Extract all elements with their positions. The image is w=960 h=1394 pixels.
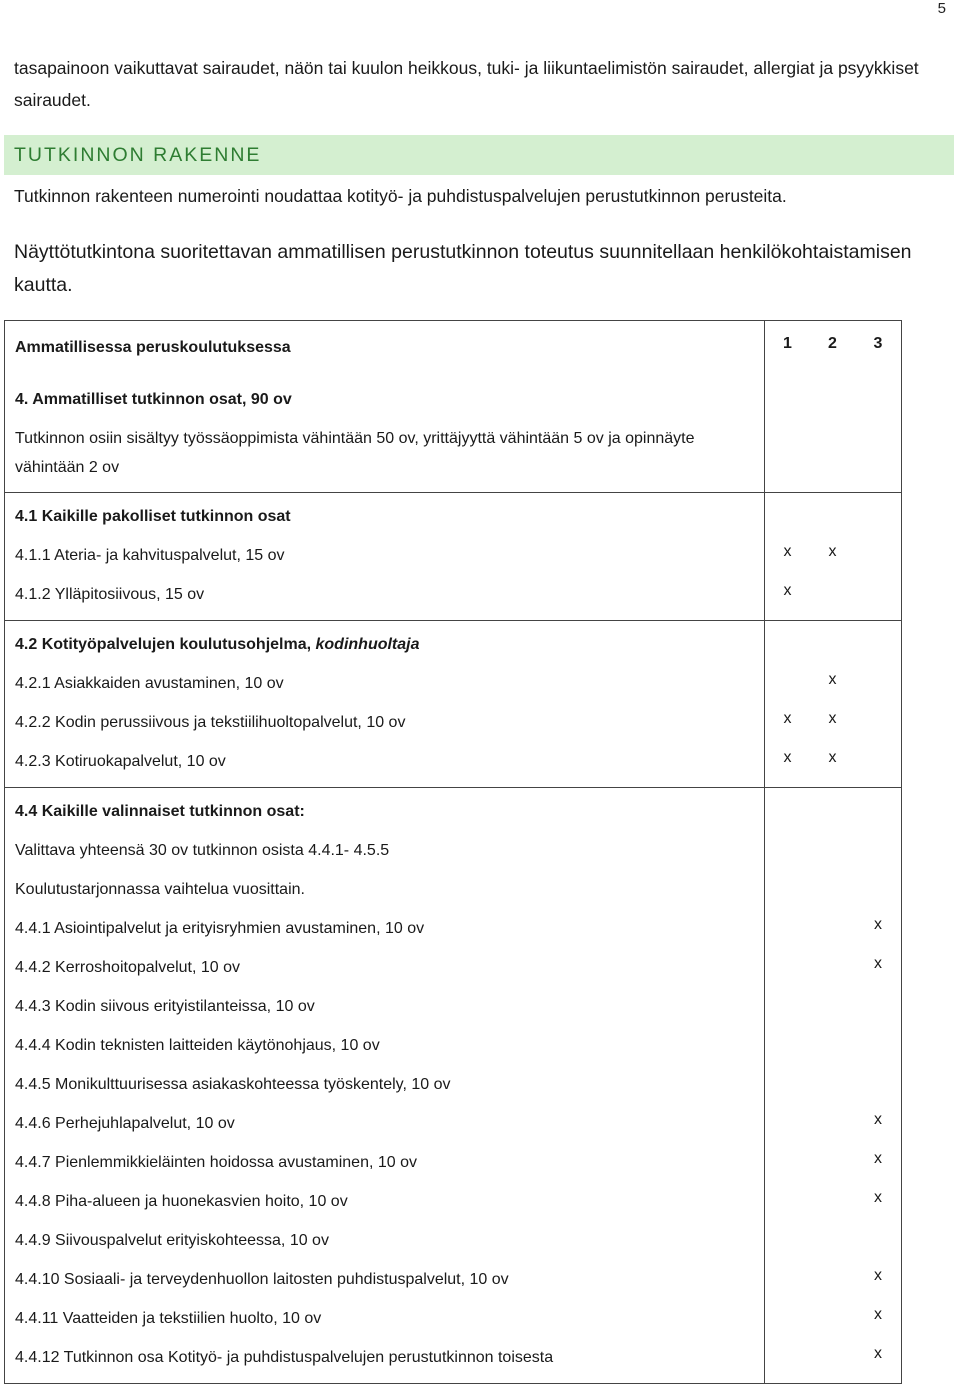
mark-col-1: [765, 1139, 810, 1178]
table-row-label: 4.4.4 Kodin teknisten laitteiden käytönohjaus, 10 ov: [15, 1037, 380, 1054]
mark-col-1: x: [783, 582, 792, 599]
mark-col-2: x: [828, 710, 837, 727]
table-row-label: 4.4.3 Kodin siivous erityistilanteissa, 10 ov: [15, 998, 315, 1015]
section-heading: TUTKINNON RAKENNE: [4, 135, 954, 175]
col-header-1: 1: [783, 335, 792, 352]
column-headers: [765, 321, 901, 366]
table-row-label: 4.4.9 Siivouspalvelut erityiskohteessa, 10 ov: [15, 1232, 329, 1249]
part4-note: Tutkinnon osiin sisältyy työssäoppimista vähintään 50 ov, yrittäjyyttä vähintään 5 ov ja opinnäyte vähintään 2 ov: [15, 430, 695, 476]
mark-col-3: [855, 1217, 901, 1256]
section-note: Koulutustarjonnassa vaihtelua vuosittain.: [15, 881, 305, 898]
table-header-row: [5, 321, 902, 377]
mark-col-1: [765, 1178, 810, 1217]
mark-col-3: x: [874, 1150, 882, 1167]
table-row-label: 4.2.2 Kodin perussiivous ja tekstiilihuoltopalvelut, 10 ov: [15, 714, 406, 731]
table-row-label: 4.4.1 Asiointipalvelut ja erityisryhmien avustaminen, 10 ov: [15, 920, 425, 937]
mark-col-3: [855, 532, 901, 571]
mark-col-3: x: [874, 1345, 882, 1362]
table-header-label: Ammatillisessa peruskoulutuksessa: [15, 339, 291, 356]
mark-col-3: x: [874, 955, 882, 972]
table-row-label: 4.4.12 Tutkinnon osa Kotityö- ja puhdistuspalvelujen perustutkinnon toisesta: [15, 1349, 554, 1366]
mark-col-1: [765, 1022, 810, 1061]
mark-col-3: [855, 699, 901, 738]
mark-col-2: [810, 571, 855, 610]
mark-col-2: [810, 983, 855, 1022]
mark-col-3: [855, 738, 901, 777]
table-row-label: 4.4.6 Perhejuhlapalvelut, 10 ov: [15, 1115, 235, 1132]
table-row-label: 4.4.2 Kerroshoitopalvelut, 10 ov: [15, 959, 241, 976]
mark-col-3: [855, 660, 901, 699]
mark-col-1: x: [783, 710, 792, 727]
mark-col-1: x: [783, 749, 792, 766]
col-header-3: 3: [873, 335, 883, 352]
mark-col-2: [810, 1022, 855, 1061]
mark-col-2: [810, 1139, 855, 1178]
mark-col-3: x: [874, 1306, 882, 1323]
col-header-2: 2: [828, 335, 837, 352]
mark-col-3: x: [874, 1267, 882, 1284]
mark-col-2: [810, 1334, 855, 1373]
mark-col-1: [765, 1334, 810, 1373]
part4-title: 4. Ammatilliset tutkinnon osat, 90 ov: [15, 391, 292, 408]
mark-col-1: [765, 944, 810, 983]
mark-col-1: [765, 660, 810, 699]
mark-col-1: [765, 1256, 810, 1295]
section-title: 4.1 Kaikille pakolliset tutkinnon osat: [15, 508, 291, 525]
row-marks: [765, 532, 901, 610]
section-title: 4.2 Kotityöpalvelujen koulutusohjelma, kodinhuoltaja: [15, 636, 420, 653]
mark-col-3: x: [874, 1189, 882, 1206]
section-note: Valittava yhteensä 30 ov tutkinnon osista 4.4.1- 4.5.5: [15, 842, 390, 859]
section-4-4: [5, 788, 902, 1384]
mark-col-2: x: [828, 671, 837, 688]
mark-col-3: [855, 1061, 901, 1100]
mark-col-3: [855, 571, 901, 610]
table-row-label: 4.1.2 Ylläpitosiivous, 15 ov: [15, 586, 205, 603]
mark-col-1: [765, 1295, 810, 1334]
mark-col-2: [810, 1217, 855, 1256]
row-marks: [765, 660, 901, 777]
section-4-1: [5, 493, 902, 621]
table-row-label: 4.4.5 Monikulttuurisessa asiakaskohteessa työskentely, 10 ov: [15, 1076, 451, 1093]
mark-col-1: [765, 1217, 810, 1256]
implementation-paragraph: Näyttötutkintona suoritettavan ammatillisen perustutkinnon toteutus suunnitellaan henkilökohtaistamisen kautta.: [14, 241, 912, 296]
table-row-label: 4.2.3 Kotiruokapalvelut, 10 ov: [15, 753, 226, 770]
mark-col-2: [810, 1256, 855, 1295]
mark-col-3: x: [874, 1111, 882, 1128]
section-title: 4.4 Kaikille valinnaiset tutkinnon osat:: [15, 803, 305, 820]
page-number: 5: [937, 0, 946, 17]
mark-col-1: [765, 1100, 810, 1139]
qualification-structure-table: [4, 320, 902, 1384]
table-row-label: 4.1.1 Ateria- ja kahvituspalvelut, 15 ov: [15, 547, 285, 564]
table-row-label: 4.4.11 Vaatteiden ja tekstiilien huolto, 10 ov: [15, 1310, 322, 1327]
mark-col-2: [810, 944, 855, 983]
mark-col-2: [810, 1100, 855, 1139]
table-row-label: 4.4.8 Piha-alueen ja huonekasvien hoito, 10 ov: [15, 1193, 348, 1210]
table-row-label: 4.4.10 Sosiaali- ja terveydenhuollon laitosten puhdistuspalvelut, 10 ov: [15, 1271, 509, 1288]
mark-col-2: [810, 1295, 855, 1334]
mark-col-1: x: [783, 543, 792, 560]
table-row-label: 4.4.7 Pienlemmikkieläinten hoidossa avustaminen, 10 ov: [15, 1154, 418, 1171]
mark-col-3: x: [874, 916, 882, 933]
section-4-2: [5, 621, 902, 788]
mark-col-2: [810, 1061, 855, 1100]
table-row-label: 4.2.1 Asiakkaiden avustaminen, 10 ov: [15, 675, 284, 692]
numbering-paragraph: Tutkinnon rakenteen numerointi noudattaa kotityö- ja puhdistuspalvelujen perustutkinnon perusteita.: [14, 186, 787, 206]
mark-col-3: [855, 1022, 901, 1061]
mark-col-3: [855, 983, 901, 1022]
mark-col-1: [765, 1061, 810, 1100]
mark-col-2: x: [828, 543, 837, 560]
mark-col-1: [765, 983, 810, 1022]
intro-paragraph: tasapainoon vaikuttavat sairaudet, näön tai kuulon heikkous, tuki- ja liikuntaelimistön sairaudet, allergiat ja psyykkiset sairaudet.: [14, 58, 919, 110]
row-marks: [765, 905, 901, 1373]
mark-col-2: [810, 1178, 855, 1217]
mark-col-2: x: [828, 749, 837, 766]
mark-col-2: [810, 905, 855, 944]
mark-col-1: [765, 905, 810, 944]
